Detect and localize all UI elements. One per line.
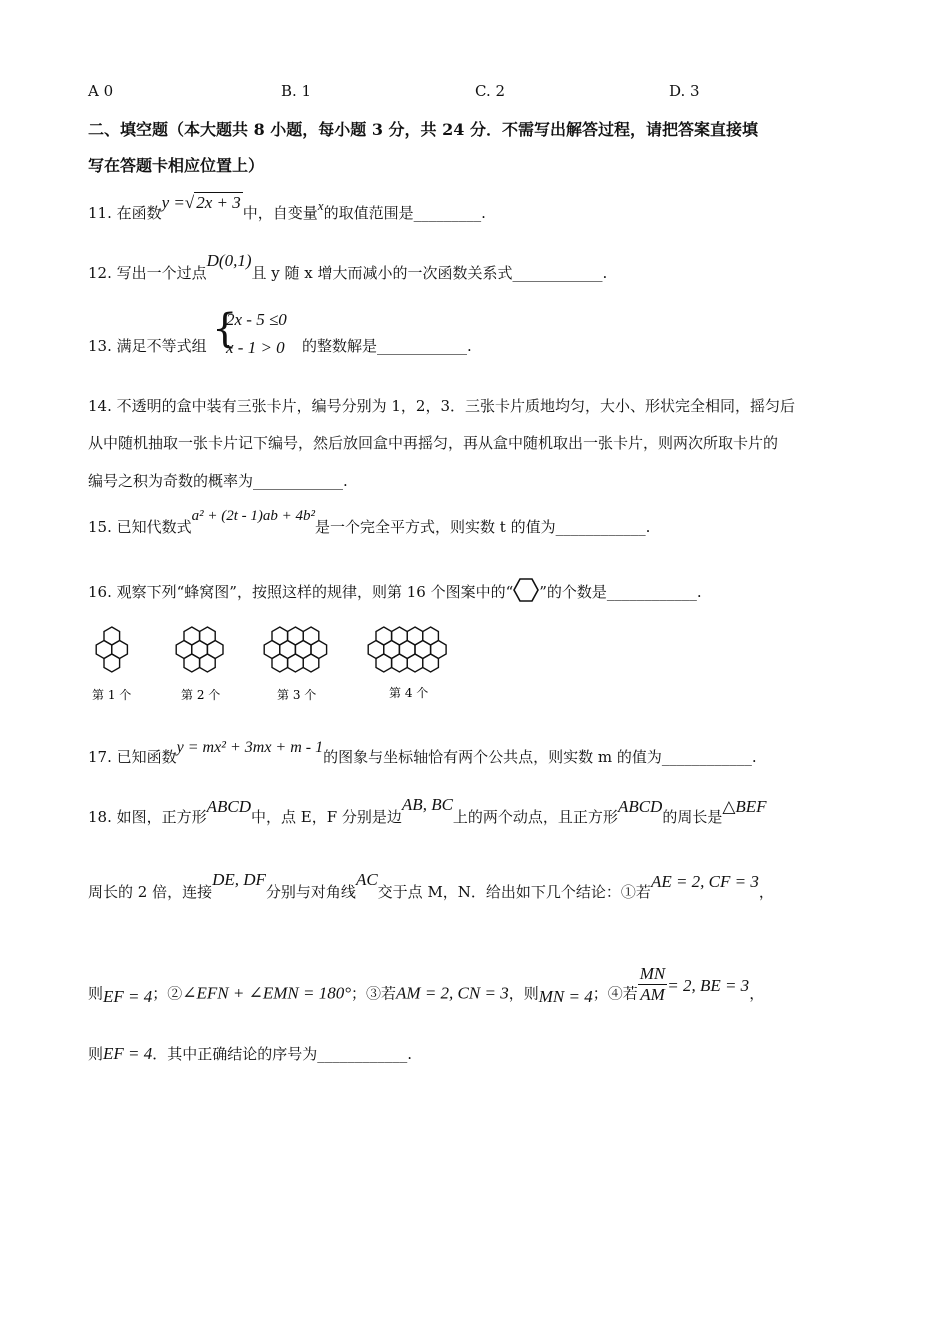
option-b: B. 1	[281, 82, 312, 100]
figure-label-4: 第 4 个	[389, 686, 429, 700]
q13-ineq1: 2x - 5 ≤0	[226, 310, 287, 329]
q18-square: ABCD	[206, 797, 252, 816]
hexagon-icon	[513, 577, 539, 603]
q13-pre: 13. 满足不等式组	[88, 337, 207, 355]
q13-post: 的整数解是____________.	[302, 337, 472, 355]
q17-post: 的图象与坐标轴恰有两个公共点，则实数 m 的值为____________.	[323, 748, 757, 766]
q18-result1: EF = 4	[103, 986, 153, 1006]
honeycomb-figures	[88, 620, 488, 710]
q18-cond2: ∠EFN + ∠EMN = 180°	[182, 983, 352, 1003]
q18-result4: EF = 4	[103, 1044, 153, 1063]
q18-l2c: 交于点 M，N．给出如下几个结论：①若	[377, 883, 651, 901]
option-c: C. 2	[475, 82, 506, 100]
q11-text: 11. 在函数y =√ 2x + 3中，自变量x的取值范围是_________.	[88, 193, 486, 222]
q17-text	[88, 739, 757, 767]
honeycomb-cell-fig2	[184, 654, 200, 672]
figure-label-2: 第 2 个	[181, 688, 221, 702]
q18-p3: 上的两个动点，且正方形	[452, 808, 618, 826]
honeycomb-cell-fig3	[288, 654, 304, 672]
q18-l3a: 则	[88, 984, 104, 1003]
q12-point: D(0,1)	[206, 251, 252, 270]
q12-text	[88, 251, 608, 283]
figure-label-1: 第 1 个	[92, 688, 132, 702]
q17-pre: 17. 已知函数	[88, 748, 177, 766]
q18-lines: DE, DF	[212, 870, 266, 889]
q18-l2a: 周长的 2 倍，连接	[88, 883, 213, 901]
q16-pre: 16. 观察下列“蜂窝图”，按照这样的规律，则第 16 个图案中的“	[88, 583, 514, 601]
q18-p4: 的周长是	[662, 808, 723, 826]
q18-l3d: ，则	[508, 984, 539, 1003]
q16-post: ”的个数是____________.	[539, 583, 702, 601]
q18-frac-den: AM	[640, 985, 665, 1004]
q18-comma2: ，	[749, 984, 765, 1003]
q18-cond3: AM = 2, CN = 3	[396, 983, 509, 1003]
q15-text	[88, 508, 651, 537]
q18-fraction	[638, 964, 668, 1005]
q18-p1: 18. 如图，正方形	[88, 808, 207, 826]
honeycomb-cell-fig1	[104, 654, 120, 672]
q18-l3c: ；③若	[351, 984, 397, 1003]
q18-triangle: △BEF	[722, 797, 767, 816]
q18-result3: MN = 4	[538, 986, 593, 1006]
q11-fn-lhs: y =	[161, 193, 185, 212]
q11-var: x	[317, 198, 324, 213]
q12-pre: 12. 写出一个过点	[88, 264, 207, 282]
q13-brace: {	[212, 306, 238, 352]
figure-label-3: 第 3 个	[277, 688, 317, 702]
honeycomb-cell-fig2	[200, 654, 216, 672]
q18-l3e: ；④若	[592, 984, 638, 1003]
q11-mid: 中，自变量	[242, 204, 318, 222]
q18-line3	[88, 964, 765, 1015]
honeycomb-cell-fig4	[392, 654, 408, 672]
q15-post: 是一个完全平方式，则实数 t 的值为____________.	[315, 518, 651, 536]
q18-cond1: AE = 2, CF = 3	[650, 872, 759, 891]
q18-comma1: ，	[758, 883, 774, 901]
q11-pre: 11. 在函数	[88, 204, 162, 222]
q17-expr: y = mx² + 3mx + m - 1	[176, 739, 324, 756]
q18-square2: ABCD	[617, 797, 663, 816]
option-d: D. 3	[669, 82, 700, 100]
q18-diagonal: AC	[355, 870, 378, 889]
q18-l4b: ．其中正确结论的序号为____________.	[152, 1045, 413, 1063]
q18-sides: AB, BC	[401, 795, 453, 814]
q11-post: 的取值范围是_________.	[323, 204, 486, 222]
honeycomb-cell-fig4	[407, 654, 423, 672]
q14-line1: 14. 不透明的盒中装有三张卡片，编号分别为 1，2，3．三张卡片质地均匀，大小、形状完全相同，摇匀后	[88, 397, 796, 415]
q11-radicand: 2x + 3	[196, 193, 241, 212]
q18-p2: 中，点 E，F 分别是边	[251, 808, 402, 826]
q14-line3: 编号之积为奇数的概率为____________.	[88, 472, 348, 490]
q15-pre: 15. 已知代数式	[88, 518, 192, 536]
q18-line1	[88, 795, 767, 827]
q18-l4a: 则	[88, 1045, 104, 1063]
q16-text	[88, 577, 702, 603]
q18-frac-num: MN	[639, 964, 666, 983]
q18-l3b: ；②	[152, 984, 183, 1003]
honeycomb-cell-fig3	[272, 654, 288, 672]
q15-expr: a² + (2t - 1)ab + 4b²	[191, 508, 316, 524]
q13-ineq2: x - 1 > 0	[226, 338, 285, 357]
q18-cond4: = 2, BE = 3	[667, 975, 750, 995]
honeycomb-cell-fig4	[376, 654, 392, 672]
q18-l2b: 分别与对角线	[265, 883, 356, 901]
section-heading-line1: 二、填空题（本大题共 8 小题，每小题 3 分，共 24 分．不需写出解答过程，请把答案直接填	[88, 120, 758, 139]
option-a: A 0	[88, 82, 114, 100]
honeycomb-cell-fig3	[303, 654, 319, 672]
section-heading-line2: 写在答题卡相应位置上）	[88, 156, 265, 175]
honeycomb-cell-fig4	[423, 654, 439, 672]
q18-line2	[88, 870, 774, 902]
q18-line4	[88, 1043, 412, 1064]
q14-line2: 从中随机抽取一张卡片记下编号，然后放回盒中再摇匀，再从盒中随机取出一张卡片，则两次所取卡片的	[88, 434, 779, 452]
q12-post: 且 y 随 x 增大而减小的一次函数关系式____________.	[251, 264, 608, 282]
